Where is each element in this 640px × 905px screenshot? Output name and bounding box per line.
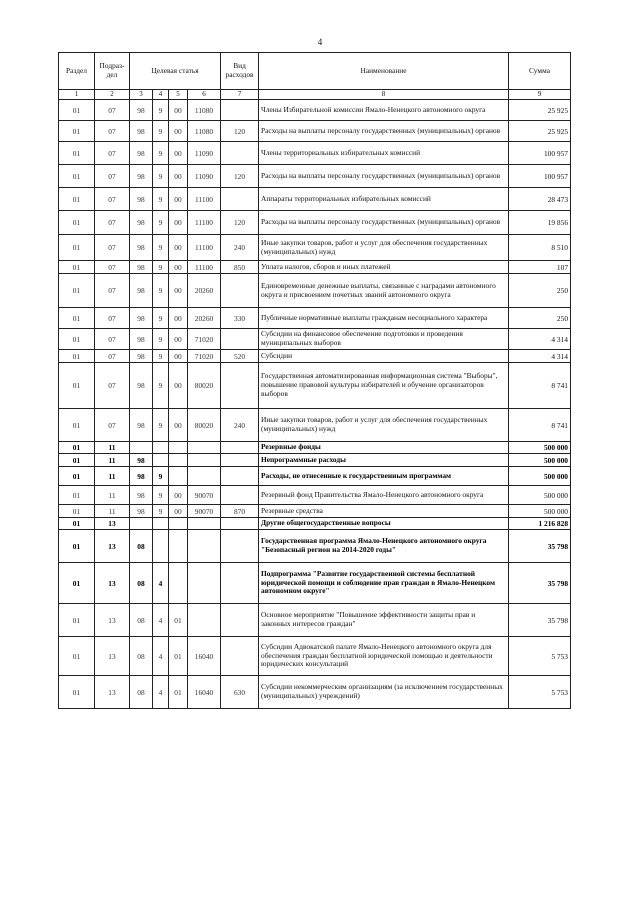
table-row [59, 467, 571, 486]
sum-cell: 4 314 [509, 329, 571, 350]
cs-subprogram-cell: 9 [153, 486, 169, 505]
header-razdel: Раздел [59, 53, 95, 90]
table-row [59, 165, 571, 188]
podrazdel-cell: 07 [95, 211, 130, 235]
cs-event-cell: 00 [169, 188, 188, 211]
cs-direction-cell: 11100 [188, 211, 221, 235]
cs-event-cell: 00 [169, 274, 188, 308]
cs-direction-cell: 80020 [188, 363, 221, 409]
name-cell: Иные закупки товаров, работ и услуг для обеспечения государственных (муниципальных) нужд [259, 409, 509, 442]
podrazdel-cell: 07 [95, 409, 130, 442]
vid-cell: 120 [221, 211, 259, 235]
sum-cell: 5 753 [509, 637, 571, 676]
cs-direction-cell [188, 530, 221, 563]
cs-subprogram-cell: 9 [153, 363, 169, 409]
col-number: 8 [259, 90, 509, 100]
razdel-cell: 01 [59, 363, 95, 409]
cs-program-cell: 98 [130, 165, 153, 188]
cs-subprogram-cell [153, 530, 169, 563]
cs-subprogram-cell: 9 [153, 308, 169, 329]
cs-subprogram-cell: 9 [153, 165, 169, 188]
podrazdel-cell: 07 [95, 363, 130, 409]
cs-subprogram-cell: 9 [153, 100, 169, 121]
name-cell: Расходы на выплаты персоналу государственных (муниципальных) органов [259, 121, 509, 142]
cs-subprogram-cell: 9 [153, 188, 169, 211]
name-cell: Расходы, не отнесенные к государственным программам [259, 467, 509, 486]
name-cell: Субсидии на финансовое обеспечение подготовки и проведения муниципальных выборов [259, 329, 509, 350]
col-number: 7 [221, 90, 259, 100]
vid-cell [221, 329, 259, 350]
cs-program-cell: 08 [130, 637, 153, 676]
header-podrazdel: Подраз-дел [95, 53, 130, 90]
vid-cell [221, 563, 259, 604]
vid-cell [221, 363, 259, 409]
table-row [59, 409, 571, 442]
cs-event-cell [169, 563, 188, 604]
podrazdel-cell: 07 [95, 100, 130, 121]
sum-cell: 500 000 [509, 454, 571, 467]
col-number: 2 [95, 90, 130, 100]
name-cell: Другие общегосударственные вопросы [259, 518, 509, 530]
cs-event-cell: 00 [169, 211, 188, 235]
sum-cell: 500 000 [509, 467, 571, 486]
cs-program-cell: 98 [130, 188, 153, 211]
cs-program-cell: 98 [130, 467, 153, 486]
cs-event-cell: 00 [169, 100, 188, 121]
cs-program-cell: 08 [130, 530, 153, 563]
vid-cell: 240 [221, 235, 259, 261]
razdel-cell: 01 [59, 486, 95, 505]
vid-cell: 240 [221, 409, 259, 442]
vid-cell [221, 454, 259, 467]
sum-cell: 35 798 [509, 604, 571, 637]
vid-cell: 120 [221, 165, 259, 188]
razdel-cell: 01 [59, 563, 95, 604]
vid-cell [221, 442, 259, 454]
table-row [59, 142, 571, 165]
name-cell: Резервные средства [259, 505, 509, 518]
podrazdel-cell: 13 [95, 676, 130, 709]
podrazdel-cell: 07 [95, 165, 130, 188]
name-cell: Резервные фонды [259, 442, 509, 454]
table-row [59, 454, 571, 467]
cs-event-cell [169, 442, 188, 454]
podrazdel-cell: 07 [95, 274, 130, 308]
vid-cell: 520 [221, 350, 259, 363]
vid-cell: 630 [221, 676, 259, 709]
name-cell: Субсидии некоммерческим организациям (за исключением государственных (муниципальных) учреждений) [259, 676, 509, 709]
name-cell: Члены Избирательной комиссии Ямало-Ненецкого автономного округа [259, 100, 509, 121]
cs-event-cell: 00 [169, 261, 188, 274]
sum-cell: 35 798 [509, 563, 571, 604]
podrazdel-cell: 13 [95, 518, 130, 530]
cs-direction-cell: 11080 [188, 121, 221, 142]
podrazdel-cell: 13 [95, 604, 130, 637]
cs-direction-cell [188, 518, 221, 530]
cs-event-cell: 00 [169, 235, 188, 261]
sum-cell: 1 216 828 [509, 518, 571, 530]
sum-cell: 500 000 [509, 486, 571, 505]
name-cell: Основное мероприятие "Повышение эффективности защиты прав и законных интересов граждан" [259, 604, 509, 637]
cs-event-cell: 00 [169, 142, 188, 165]
cs-subprogram-cell: 4 [153, 604, 169, 637]
cs-direction-cell [188, 467, 221, 486]
cs-direction-cell: 11080 [188, 100, 221, 121]
vid-cell [221, 100, 259, 121]
name-cell: Государственная автоматизированная информационная система "Выборы", повышение правовой культуры избирателей и обучение организаторов выборов [259, 363, 509, 409]
name-cell: Расходы на выплаты персоналу государственных (муниципальных) органов [259, 211, 509, 235]
cs-direction-cell: 16040 [188, 676, 221, 709]
podrazdel-cell: 11 [95, 505, 130, 518]
cs-event-cell: 00 [169, 121, 188, 142]
table-row [59, 363, 571, 409]
cs-subprogram-cell: 9 [153, 261, 169, 274]
sum-cell: 25 925 [509, 100, 571, 121]
sum-cell: 107 [509, 261, 571, 274]
razdel-cell: 01 [59, 505, 95, 518]
cs-program-cell [130, 442, 153, 454]
razdel-cell: 01 [59, 308, 95, 329]
cs-subprogram-cell: 4 [153, 563, 169, 604]
cs-subprogram-cell: 9 [153, 121, 169, 142]
cs-event-cell: 00 [169, 308, 188, 329]
podrazdel-cell: 11 [95, 486, 130, 505]
table-row [59, 100, 571, 121]
cs-event-cell [169, 518, 188, 530]
podrazdel-cell: 13 [95, 637, 130, 676]
table-row [59, 563, 571, 604]
cs-program-cell: 08 [130, 676, 153, 709]
cs-event-cell: 00 [169, 363, 188, 409]
razdel-cell: 01 [59, 604, 95, 637]
podrazdel-cell: 11 [95, 454, 130, 467]
name-cell: Публичные нормативные выплаты гражданам несоциального характера [259, 308, 509, 329]
name-cell: Субсидии [259, 350, 509, 363]
cs-direction-cell: 20260 [188, 308, 221, 329]
cs-subprogram-cell: 9 [153, 409, 169, 442]
cs-direction-cell: 90070 [188, 505, 221, 518]
cs-subprogram-cell: 9 [153, 142, 169, 165]
razdel-cell: 01 [59, 235, 95, 261]
table-row [59, 235, 571, 261]
cs-direction-cell: 11090 [188, 142, 221, 165]
sum-cell: 500 000 [509, 505, 571, 518]
podrazdel-cell: 11 [95, 467, 130, 486]
table-row [59, 637, 571, 676]
cs-event-cell: 00 [169, 505, 188, 518]
table-row [59, 530, 571, 563]
sum-cell: 250 [509, 274, 571, 308]
cs-subprogram-cell [153, 518, 169, 530]
name-cell: Аппараты территориальных избирательных комиссий [259, 188, 509, 211]
cs-direction-cell: 71020 [188, 350, 221, 363]
razdel-cell: 01 [59, 409, 95, 442]
podrazdel-cell: 07 [95, 329, 130, 350]
cs-subprogram-cell: 9 [153, 350, 169, 363]
table-row [59, 350, 571, 363]
podrazdel-cell: 13 [95, 563, 130, 604]
cs-event-cell [169, 467, 188, 486]
vid-cell [221, 637, 259, 676]
table-row [59, 486, 571, 505]
cs-subprogram-cell: 4 [153, 676, 169, 709]
header-name: Наименование [259, 53, 509, 90]
podrazdel-cell: 07 [95, 261, 130, 274]
sum-cell: 100 957 [509, 165, 571, 188]
table-row [59, 676, 571, 709]
cs-event-cell: 01 [169, 637, 188, 676]
cs-program-cell: 98 [130, 486, 153, 505]
podrazdel-cell: 13 [95, 530, 130, 563]
cs-program-cell: 98 [130, 329, 153, 350]
vid-cell [221, 518, 259, 530]
name-cell: Иные закупки товаров, работ и услуг для обеспечения государственных (муниципальных) нужд [259, 235, 509, 261]
table-row [59, 211, 571, 235]
cs-program-cell: 98 [130, 261, 153, 274]
razdel-cell: 01 [59, 165, 95, 188]
cs-program-cell: 98 [130, 142, 153, 165]
col-number: 3 [130, 90, 153, 100]
vid-cell [221, 188, 259, 211]
vid-cell: 330 [221, 308, 259, 329]
podrazdel-cell: 07 [95, 235, 130, 261]
razdel-cell: 01 [59, 530, 95, 563]
razdel-cell: 01 [59, 350, 95, 363]
cs-program-cell: 98 [130, 308, 153, 329]
cs-subprogram-cell: 9 [153, 467, 169, 486]
cs-subprogram-cell: 9 [153, 235, 169, 261]
cs-subprogram-cell [153, 454, 169, 467]
header-vid: Вид расходов [221, 53, 259, 90]
col-number: 6 [188, 90, 221, 100]
cs-direction-cell [188, 454, 221, 467]
podrazdel-cell: 07 [95, 308, 130, 329]
page-number: 4 [317, 37, 323, 47]
vid-cell: 120 [221, 121, 259, 142]
table-row [59, 121, 571, 142]
cs-event-cell: 01 [169, 604, 188, 637]
col-number: 1 [59, 90, 95, 100]
cs-event-cell: 00 [169, 486, 188, 505]
name-cell: Расходы на выплаты персоналу государственных (муниципальных) органов [259, 165, 509, 188]
sum-cell: 5 753 [509, 676, 571, 709]
cs-direction-cell: 20260 [188, 274, 221, 308]
cs-program-cell: 98 [130, 235, 153, 261]
table-row [59, 442, 571, 454]
cs-program-cell: 98 [130, 121, 153, 142]
col-number: 4 [153, 90, 169, 100]
cs-direction-cell: 16040 [188, 637, 221, 676]
sum-cell: 28 473 [509, 188, 571, 211]
cs-subprogram-cell: 9 [153, 329, 169, 350]
cs-program-cell: 98 [130, 211, 153, 235]
name-cell: Непрограммные расходы [259, 454, 509, 467]
cs-direction-cell: 11090 [188, 165, 221, 188]
cs-program-cell: 98 [130, 350, 153, 363]
cs-program-cell: 98 [130, 363, 153, 409]
cs-subprogram-cell: 9 [153, 211, 169, 235]
table-row [59, 518, 571, 530]
razdel-cell: 01 [59, 121, 95, 142]
cs-event-cell: 00 [169, 409, 188, 442]
cs-program-cell: 98 [130, 274, 153, 308]
cs-program-cell [130, 518, 153, 530]
cs-direction-cell [188, 563, 221, 604]
name-cell: Единовременные денежные выплаты, связанные с наградами автономного округа и присвоением почетных званий автономного округа [259, 274, 509, 308]
sum-cell: 25 925 [509, 121, 571, 142]
cs-event-cell: 00 [169, 350, 188, 363]
cs-subprogram-cell [153, 442, 169, 454]
sum-cell: 100 957 [509, 142, 571, 165]
razdel-cell: 01 [59, 467, 95, 486]
header-sum: Сумма [509, 53, 571, 90]
vid-cell [221, 467, 259, 486]
sum-cell: 250 [509, 308, 571, 329]
vid-cell: 850 [221, 261, 259, 274]
table-row [59, 188, 571, 211]
table-row [59, 261, 571, 274]
cs-direction-cell: 11100 [188, 235, 221, 261]
header-row [59, 53, 571, 90]
name-cell: Уплата налогов, сборов и иных платежей [259, 261, 509, 274]
cs-subprogram-cell: 4 [153, 637, 169, 676]
cs-event-cell: 01 [169, 676, 188, 709]
name-cell: Резервный фонд Правительства Ямало-Ненецкого автономного округа [259, 486, 509, 505]
name-cell: Субсидии Адвокатской палате Ямало-Ненецкого автономного округа для обеспечения граждан бесплатной юридической помощью и деятельности юридических консультаций [259, 637, 509, 676]
cs-program-cell: 98 [130, 505, 153, 518]
razdel-cell: 01 [59, 261, 95, 274]
vid-cell [221, 274, 259, 308]
vid-cell: 870 [221, 505, 259, 518]
podrazdel-cell: 07 [95, 121, 130, 142]
cs-event-cell [169, 530, 188, 563]
cs-direction-cell [188, 442, 221, 454]
vid-cell [221, 530, 259, 563]
cs-event-cell [169, 454, 188, 467]
table-row [59, 329, 571, 350]
vid-cell [221, 486, 259, 505]
razdel-cell: 01 [59, 676, 95, 709]
razdel-cell: 01 [59, 188, 95, 211]
razdel-cell: 01 [59, 274, 95, 308]
cs-direction-cell [188, 604, 221, 637]
cs-direction-cell: 11100 [188, 261, 221, 274]
sum-cell: 8 741 [509, 363, 571, 409]
column-number-row [59, 90, 571, 100]
table-row [59, 308, 571, 329]
cs-program-cell: 98 [130, 100, 153, 121]
table-row [59, 604, 571, 637]
sum-cell: 500 000 [509, 442, 571, 454]
razdel-cell: 01 [59, 329, 95, 350]
cs-direction-cell: 11100 [188, 188, 221, 211]
vid-cell [221, 142, 259, 165]
vid-cell [221, 604, 259, 637]
razdel-cell: 01 [59, 442, 95, 454]
cs-direction-cell: 80020 [188, 409, 221, 442]
table-row [59, 505, 571, 518]
razdel-cell: 01 [59, 142, 95, 165]
sum-cell: 35 798 [509, 530, 571, 563]
podrazdel-cell: 07 [95, 188, 130, 211]
razdel-cell: 01 [59, 211, 95, 235]
cs-direction-cell: 90070 [188, 486, 221, 505]
col-number: 9 [509, 90, 571, 100]
cs-direction-cell: 71020 [188, 329, 221, 350]
header-celevaya: Целевая статья [130, 53, 221, 90]
cs-program-cell: 98 [130, 409, 153, 442]
podrazdel-cell: 07 [95, 142, 130, 165]
budget-table [58, 52, 571, 709]
col-number: 5 [169, 90, 188, 100]
razdel-cell: 01 [59, 518, 95, 530]
name-cell: Члены территориальных избирательных комиссий [259, 142, 509, 165]
sum-cell: 4 314 [509, 350, 571, 363]
sum-cell: 19 856 [509, 211, 571, 235]
cs-subprogram-cell: 9 [153, 274, 169, 308]
podrazdel-cell: 11 [95, 442, 130, 454]
cs-subprogram-cell: 9 [153, 505, 169, 518]
sum-cell: 8 741 [509, 409, 571, 442]
cs-event-cell: 00 [169, 165, 188, 188]
table-row [59, 274, 571, 308]
razdel-cell: 01 [59, 100, 95, 121]
cs-event-cell: 00 [169, 329, 188, 350]
razdel-cell: 01 [59, 637, 95, 676]
cs-program-cell: 08 [130, 604, 153, 637]
cs-program-cell: 08 [130, 563, 153, 604]
razdel-cell: 01 [59, 454, 95, 467]
name-cell: Подпрограмма "Развитие государственной системы бесплатной юридической помощи и соблюдение прав граждан в Ямало-Ненецком автономном округе" [259, 563, 509, 604]
podrazdel-cell: 07 [95, 350, 130, 363]
sum-cell: 8 510 [509, 235, 571, 261]
cs-program-cell: 98 [130, 454, 153, 467]
name-cell: Государственная программа Ямало-Ненецкого автономного округа "Безопасный регион на 2014-2020 годы" [259, 530, 509, 563]
